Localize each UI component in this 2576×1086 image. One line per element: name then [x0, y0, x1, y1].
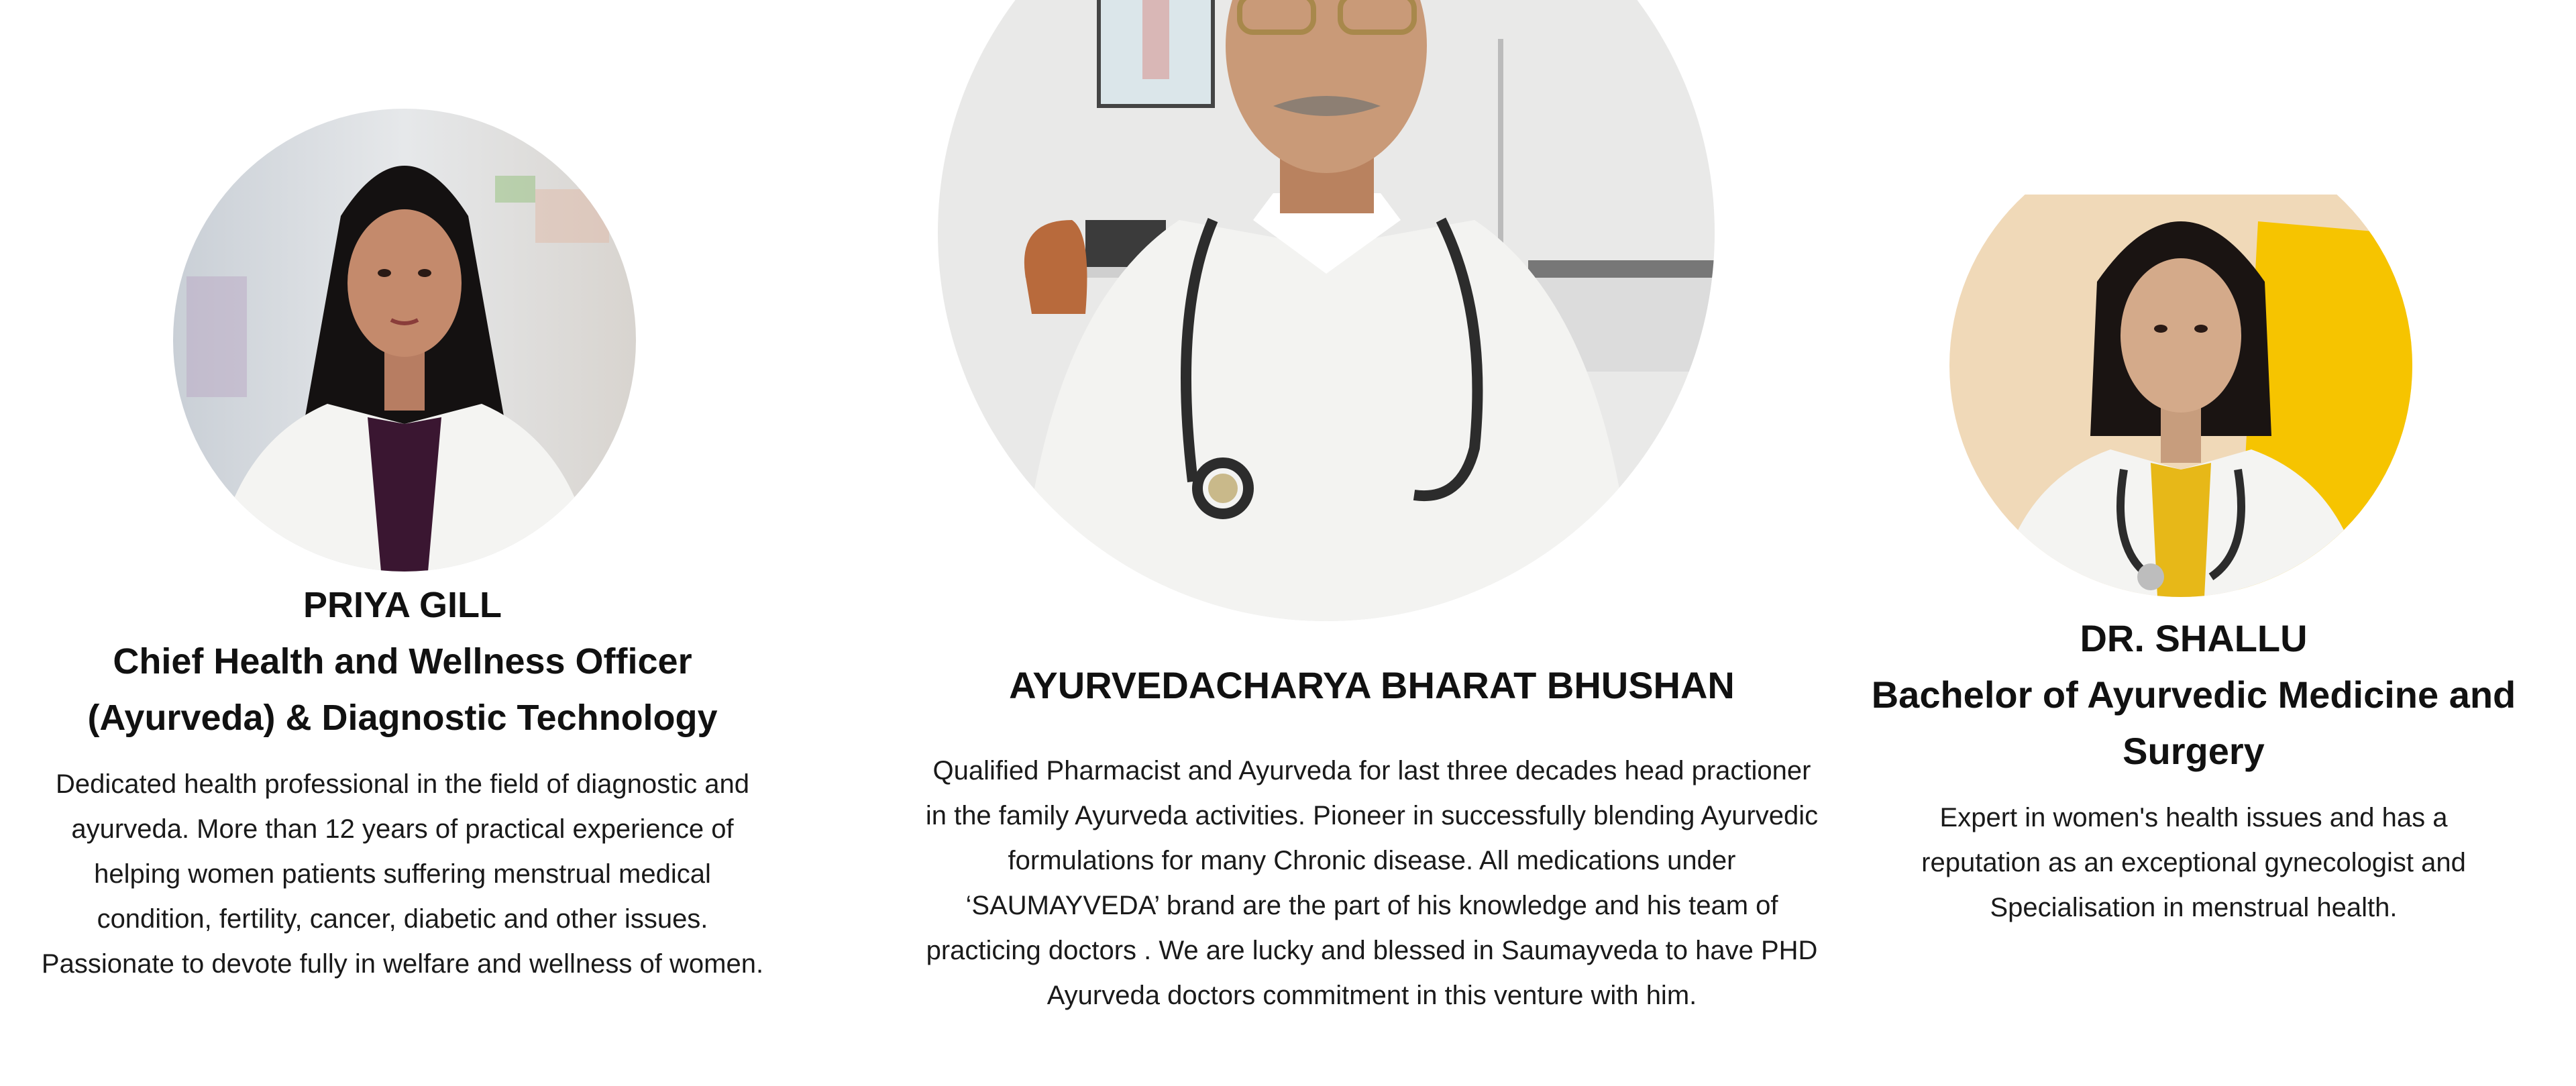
member-role-line-2: Surgery — [2123, 730, 2265, 772]
member-bio: Dedicated health professional in the field of diagnostic and ayurveda. More than 12 years of practical experience of helping women patients suffering menstrual medical condition, fertility, cancer, diabetic and other issues. Passionate to devote fully in welfare and wellness of women. — [41, 769, 764, 979]
team-card-dr-shallu — [1838, 610, 2549, 930]
member-role-line-2: (Ayurveda) & Diagnostic Technology — [87, 698, 718, 738]
member-role-line-1: Chief Health and Wellness Officer — [113, 641, 692, 682]
team-card-priya-gill — [27, 577, 778, 987]
member-bio: Expert in women's health issues and has a reputation as an exceptional gynecologist and Specialisation in menstrual health. — [1921, 803, 2466, 922]
member-name: AYURVEDACHARYA BHARAT BHUSHAN — [1009, 664, 1735, 706]
priya-gill-portrait — [173, 109, 636, 572]
member-role-line-1: Bachelor of Ayurvedic Medicine and — [1871, 673, 2516, 716]
member-name: PRIYA GILL — [303, 585, 502, 625]
member-name: DR. SHALLU — [2080, 617, 2308, 659]
member-bio: Qualified Pharmacist and Ayurveda for last three decades head practioner in the family Ayurveda activities. Pioneer in successfully blending Ayurvedic formulations for many Chronic disease. All medications under ‘SAUMAYVEDA’ brand are the part of his knowledge and his team of practicing doctors . We are lucky and blessed in Saumayveda to have PHD Ayurveda doctors commitment in this venture with him. — [925, 756, 1819, 1010]
dr-shallu-portrait — [1949, 134, 2412, 597]
bharat-bhushan-portrait — [938, 0, 1715, 621]
team-card-bharat-bhushan — [922, 657, 1821, 1018]
